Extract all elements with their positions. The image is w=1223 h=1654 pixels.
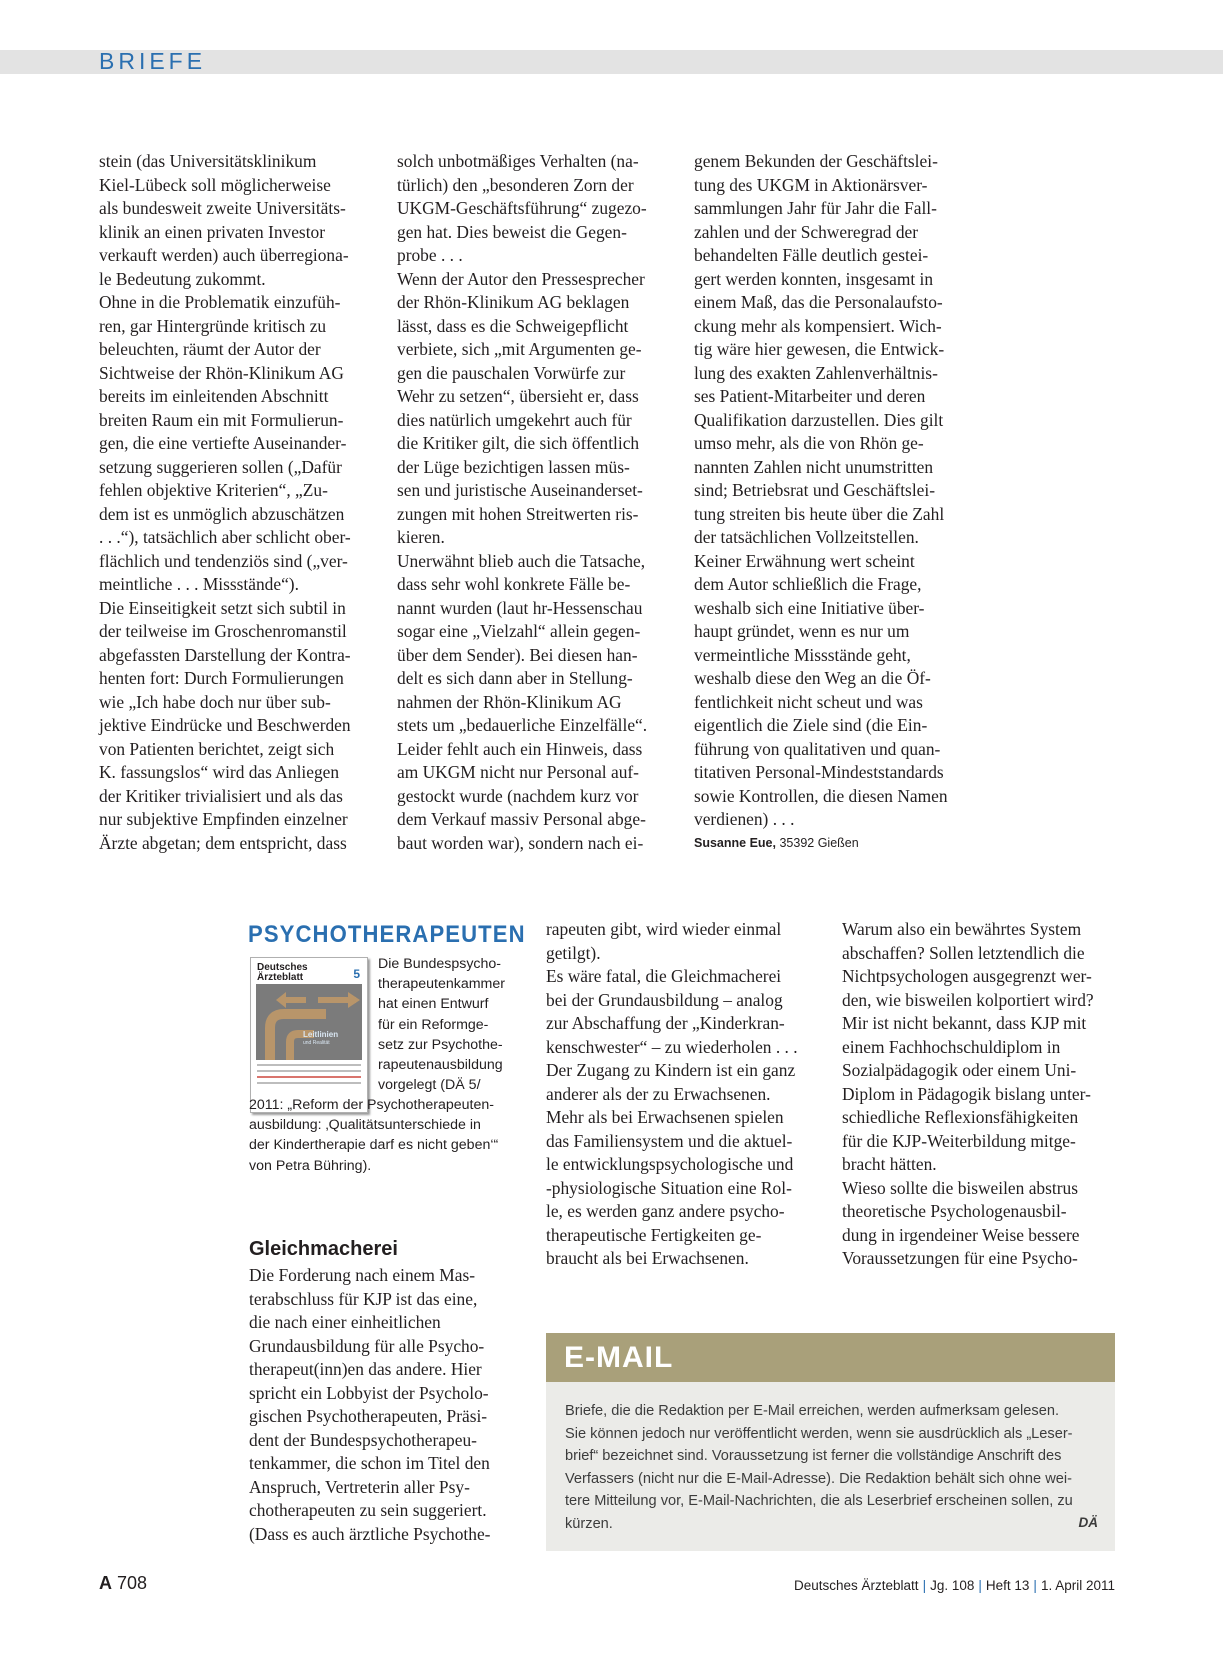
intro-text-beside-cover: [378, 954, 505, 1095]
email-box-title: E-MAIL: [564, 1341, 674, 1374]
text-line: weshalb sich eine Initiative über-: [694, 597, 925, 618]
email-text-line: Verfassers (nicht nur die E-Mail-Adresse). Die Redaktion behält sich ohne wei-: [565, 1470, 1072, 1487]
email-text-line: Briefe, die die Redaktion per E-Mail erreichen, werden aufmerksam gelesen.: [565, 1403, 1059, 1419]
text-line: der tatsächlichen Vollzeitstellen.: [694, 527, 919, 547]
text-line: einem Fachhochschuldiplom in: [842, 1036, 1061, 1057]
text-line: probe . . .: [397, 245, 463, 265]
journal-date: 1. April 2011: [1040, 1578, 1115, 1593]
text-line: dem Autor schließlich die Frage,: [694, 574, 922, 594]
text-line: therapeutische Fertigkeiten ge-: [546, 1224, 762, 1245]
text-line: le, es werden ganz andere psycho-: [546, 1201, 785, 1221]
text-line: . . .“), tatsächlich aber schlicht ober-: [99, 527, 351, 547]
text-line: sogar eine „Vielzahl“ allein gegen-: [397, 621, 641, 641]
text-line: abgefassten Darstellung der Kontra-: [99, 644, 351, 665]
text-line: setzung suggerieren sollen („Dafür: [99, 456, 342, 477]
text-line: der Kritiker trivialisiert und als das: [99, 785, 343, 806]
text-line: Mehr als bei Erwachsenen spielen: [546, 1107, 784, 1127]
section-label: BRIEFE: [99, 48, 207, 74]
text-line: Die Forderung nach einem Mas-: [249, 1265, 476, 1285]
text-line: zur Abschaffung der „Kinderkran-: [546, 1013, 785, 1033]
text-line: K. fassungslos“ wird das Anliegen: [99, 762, 340, 782]
text-line: le Bedeutung zukommt.: [99, 268, 266, 289]
journal-name: Deutsches Ärzteblatt: [794, 1578, 919, 1593]
text-line: Mir ist nicht bekannt, dass KJP mit: [842, 1013, 1087, 1033]
text-line: nannten Zahlen nicht unumstritten: [694, 456, 934, 477]
text-line: Unerwähnt blieb auch die Tatsache,: [397, 550, 646, 571]
text-line: gestockt wurde (nachdem kurz vor: [397, 785, 639, 806]
letter1-signature: [694, 832, 859, 854]
text-line: schiedliche Reflexionsfähigkeiten: [842, 1107, 1079, 1127]
text-line: dass sehr wohl konkrete Fälle be-: [397, 574, 631, 594]
text-line: kieren.: [397, 527, 445, 547]
text-line: gischen Psychotherapeuten, Präsi-: [249, 1406, 488, 1426]
text-line: dent der Bundespsychotherapeu-: [249, 1429, 477, 1450]
email-text-line: brief“ bezeichnet sind. Voraussetzung ist ferner die vollständige Anschrift des: [565, 1448, 1062, 1464]
cover-title: [257, 963, 308, 983]
text-line: baut worden war), sondern nach ei-: [397, 832, 644, 853]
text-line: die nach einer einheitlichen: [249, 1312, 441, 1332]
text-line: sen und juristische Auseinanderset-: [397, 480, 643, 500]
text-line: Keiner Erwähnung wert scheint: [694, 550, 915, 571]
text-line: gen hat. Dies beweist die Gegen-: [397, 221, 627, 242]
text-line: Der Zugang zu Kindern ist ein ganz: [546, 1060, 796, 1080]
text-line: nahmen der Rhön-Klinikum AG: [397, 691, 622, 712]
intro-line: hat einen Entwurf: [378, 996, 489, 1013]
text-line: Leider fehlt auch ein Hinweis, dass: [397, 738, 643, 759]
text-line: ckung mehr als kompensiert. Wich-: [694, 315, 942, 336]
page-prefix: A: [99, 1573, 112, 1593]
text-line: Wieso sollte die bisweilen abstrus: [842, 1177, 1078, 1198]
text-line: bereits im einleitenden Abschnitt: [99, 386, 329, 406]
intro-line: therapeutenkammer: [378, 976, 505, 993]
cover-title-line1: Deutsches: [257, 962, 308, 973]
text-line: terabschluss für KJP ist das eine,: [249, 1288, 478, 1309]
letter1-column-2: [397, 150, 647, 855]
text-line: titativen Personal-Mindeststandards: [694, 762, 944, 782]
intro-line: Die Bundespsycho-: [378, 956, 502, 972]
email-info-box: [546, 1333, 1115, 1551]
text-line: spricht ein Lobbyist der Psycholo-: [249, 1382, 489, 1403]
text-line: weshalb diese den Weg an die Öf-: [694, 668, 931, 688]
email-box-text: [565, 1400, 1073, 1535]
text-line: bracht hätten.: [842, 1154, 937, 1174]
text-line: meintliche . . . Missstände“).: [99, 574, 299, 594]
text-line: sowie Kontrollen, die diesen Namen: [694, 785, 948, 806]
text-line: führung von qualitativen und quan-: [694, 738, 941, 759]
topic-heading: PSYCHOTHERAPEUTEN: [248, 921, 526, 948]
text-line: dies natürlich umgekehrt auch für: [397, 409, 632, 430]
text-line: Warum also ein bewährtes System: [842, 919, 1082, 939]
text-line: zungen mit hohen Streitwerten ris-: [397, 503, 639, 524]
text-line: am UKGM nicht nur Personal auf-: [397, 762, 639, 782]
text-line: stets um „bedauerliche Einzelfälle“.: [397, 715, 648, 735]
text-line: henten fort: Durch Formulierungen: [99, 668, 344, 688]
letter2-heading: Gleichmacherei: [249, 1238, 398, 1260]
intro-line: ausbildung: ‚Qualitätsunterschiede in: [249, 1117, 481, 1134]
text-line: breiten Raum ein mit Formulierun-: [99, 409, 344, 430]
text-line: dem Verkauf massiv Personal abge-: [397, 809, 646, 829]
text-line: zahlen und der Schweregrad der: [694, 221, 919, 242]
journal-volume: Jg. 108: [930, 1578, 975, 1593]
text-line: nannt wurden (laut hr-Hessenschau: [397, 597, 643, 618]
text-line: dung in irgendeiner Weise bessere: [842, 1224, 1080, 1245]
cover-subtitle: Leitlinien: [303, 1030, 339, 1039]
text-line: Voraussetzungen für eine Psycho-: [842, 1248, 1078, 1268]
letter2-column-3: [842, 918, 1094, 1271]
text-line: bei der Grundausbildung – analog: [546, 989, 783, 1010]
text-line: ren, gar Hintergründe kritisch zu: [99, 315, 327, 336]
text-line: anderer als der zu Erwachsenen.: [546, 1083, 771, 1104]
text-line: kenschwester“ – zu wiederholen . . .: [546, 1036, 798, 1057]
journal-citation: Deutsches Ärzteblatt | Jg. 108 | Heft 13 | 1. April 2011: [794, 1578, 1115, 1593]
text-line: für die KJP-Weiterbildung mitge-: [842, 1130, 1076, 1151]
text-line: sind; Betriebsrat und Geschäftslei-: [694, 480, 935, 500]
text-line: dem ist es unmöglich abzuschätzen: [99, 503, 345, 524]
text-line: haupt gründet, wenn es nur um: [694, 621, 910, 641]
text-line: gen, die eine vertiefte Auseinander-: [99, 433, 347, 453]
intro-text-full-width: [249, 1095, 498, 1176]
text-line: Ohne in die Problematik einzufüh-: [99, 292, 341, 312]
text-line: jektive Eindrücke und Beschwerden: [99, 715, 351, 735]
text-line: Wenn der Autor den Pressesprecher: [397, 268, 645, 289]
letter1-column-3: [694, 150, 948, 832]
text-line: rapeuten gibt, wird wieder einmal: [546, 919, 782, 939]
text-line: verkauft werden) auch überregiona-: [99, 245, 349, 265]
text-line: delt es sich dann aber in Stellung-: [397, 668, 633, 688]
text-line: nur subjektive Empfinden einzelner: [99, 809, 348, 829]
text-line: als bundesweit zweite Universitäts-: [99, 198, 346, 218]
text-line: Sozialpädagogik oder einem Uni-: [842, 1060, 1077, 1080]
text-line: umso mehr, als die von Rhön ge-: [694, 433, 924, 453]
email-text-line: Sie können jedoch nur veröffentlicht werden, wenn sie ausdrücklich als „Leser-: [565, 1425, 1073, 1442]
text-line: den, wie bisweilen kolportiert wird?: [842, 989, 1094, 1010]
letter2-column-1: [249, 1264, 490, 1546]
intro-line: setz zur Psychothe-: [378, 1036, 503, 1053]
cover-arrow-graphic: [256, 984, 362, 1060]
text-line: verdienen) . . .: [694, 809, 795, 829]
text-line: klinik an einen privaten Investor: [99, 221, 326, 242]
text-line: getilgt).: [546, 942, 601, 963]
letter1-column-1: [99, 150, 351, 855]
text-line: Die Einseitigkeit setzt sich subtil in: [99, 597, 346, 618]
text-line: -physiologische Situation eine Rol-: [546, 1177, 792, 1198]
intro-line: 2011: „Reform der Psychotherapeuten-: [249, 1097, 494, 1113]
text-line: der Rhön-Klinikum AG beklagen: [397, 292, 630, 312]
text-line: lässt, dass es die Schweigepflicht: [397, 315, 629, 336]
text-line: genem Bekunden der Geschäftslei-: [694, 151, 938, 171]
text-line: Sichtweise der Rhön-Klinikum AG: [99, 362, 344, 383]
cover-issue-number: 5: [353, 967, 360, 981]
email-text-line: tere Mitteilung vor, E-Mail-Nachrichten, die als Leserbrief erscheinen sollen, zu: [565, 1493, 1073, 1509]
text-line: verbiete, sich „mit Argumenten ge-: [397, 339, 642, 359]
text-line: Qualifikation darzustellen. Dies gilt: [694, 409, 944, 430]
intro-line: für ein Reformge-: [378, 1016, 489, 1033]
journal-cover-thumbnail: [250, 957, 368, 1113]
text-line: türlich) den „besonderen Zorn der: [397, 174, 634, 195]
cover-title-line2: Ärzteblatt: [257, 972, 304, 983]
text-line: eigentlich die Ziele sind (die Ein-: [694, 715, 928, 735]
email-text-line: kürzen.: [565, 1515, 613, 1532]
signature-place: 35392 Gießen: [779, 836, 859, 850]
text-line: Es wäre fatal, die Gleichmacherei: [546, 966, 782, 986]
text-line: der teilweise im Groschenromanstil: [99, 621, 347, 641]
page-number: [99, 1571, 147, 1595]
text-line: fentlichkeit nicht scheut und was: [694, 691, 923, 712]
text-line: stein (das Universitätsklinikum: [99, 151, 317, 171]
text-line: ses Patient-Mitarbeiter und deren: [694, 386, 926, 406]
cover-image: [256, 984, 362, 1060]
text-line: der Lüge bezichtigen lassen müs-: [397, 456, 630, 477]
page-number-value: 708: [117, 1573, 148, 1593]
text-line: Grundausbildung für alle Psycho-: [249, 1335, 485, 1356]
text-line: flächlich und tendenziös sind („ver-: [99, 550, 348, 571]
text-line: therapeut(inn)en das andere. Hier: [249, 1359, 482, 1379]
email-box-signature: DÄ: [1078, 1515, 1098, 1530]
text-line: tung streiten bis heute über die Zahl: [694, 503, 945, 524]
text-line: Anspruch, Vertreterin aller Psy-: [249, 1476, 470, 1497]
intro-line: der Kindertherapie darf es nicht geben‘“: [249, 1137, 499, 1154]
text-line: tung des UKGM in Aktionärsver-: [694, 174, 928, 195]
text-line: abschaffen? Sollen letztendlich die: [842, 942, 1085, 963]
signature-name: Susanne Eue,: [694, 836, 776, 850]
text-line: fehlen objektive Kriterien“, „Zu-: [99, 480, 328, 500]
text-line: solch unbotmäßiges Verhalten (na-: [397, 151, 639, 171]
letter2-column-2: [546, 918, 798, 1271]
text-line: Ärzte abgetan; dem entspricht, dass: [99, 832, 347, 853]
email-box-header: [546, 1333, 1115, 1382]
text-line: das Familiensystem und die aktuel-: [546, 1130, 793, 1151]
text-line: wie „Ich habe doch nur über sub-: [99, 691, 331, 712]
text-line: beleuchten, räumt der Autor der: [99, 339, 321, 359]
text-line: lung des exakten Zahlenverhältnis-: [694, 362, 938, 383]
text-line: Wehr zu setzen“, übersieht er, dass: [397, 386, 639, 406]
text-line: über dem Sender). Bei diesen han-: [397, 644, 638, 665]
text-line: einem Maß, das die Personalaufsto-: [694, 292, 943, 312]
text-line: Kiel-Lübeck soll möglicherweise: [99, 174, 331, 195]
journal-issue: Heft 13: [985, 1578, 1030, 1593]
text-line: Nichtpsychologen ausgegrenzt wer-: [842, 966, 1092, 986]
text-line: le entwicklungspsychologische und: [546, 1154, 794, 1174]
intro-line: von Petra Bühring).: [249, 1157, 372, 1174]
text-line: gert werden konnten, insgesamt in: [694, 268, 934, 289]
text-line: vermeintliche Missstände geht,: [694, 644, 911, 665]
cover-subtitle-2: und Realität: [303, 1040, 330, 1046]
text-line: sammlungen Jahr für Jahr die Fall-: [694, 198, 937, 218]
text-line: braucht als bei Erwachsenen.: [546, 1248, 749, 1268]
text-line: UKGM-Geschäftsführung“ zugezo-: [397, 198, 647, 218]
intro-line: vorgelegt (DÄ 5/: [378, 1077, 481, 1094]
text-line: chotherapeuten zu sein suggeriert.: [249, 1500, 487, 1520]
text-line: tenkammer, die schon im Titel den: [249, 1453, 490, 1473]
text-line: gen die pauschalen Vorwürfe zur: [397, 362, 626, 383]
text-line: von Patienten berichtet, zeigt sich: [99, 738, 335, 759]
text-line: die Kritiker gilt, die sich öffentlich: [397, 433, 640, 453]
text-line: (Dass es auch ärztliche Psychothe-: [249, 1523, 491, 1544]
intro-line: rapeutenausbildung: [378, 1057, 503, 1074]
text-line: behandelten Fälle deutlich gestei-: [694, 245, 929, 265]
text-line: tig wäre hier gewesen, die Entwick-: [694, 339, 945, 359]
text-line: theoretische Psychologenausbil-: [842, 1201, 1067, 1221]
text-line: Diplom in Pädagogik bislang unter-: [842, 1083, 1091, 1104]
